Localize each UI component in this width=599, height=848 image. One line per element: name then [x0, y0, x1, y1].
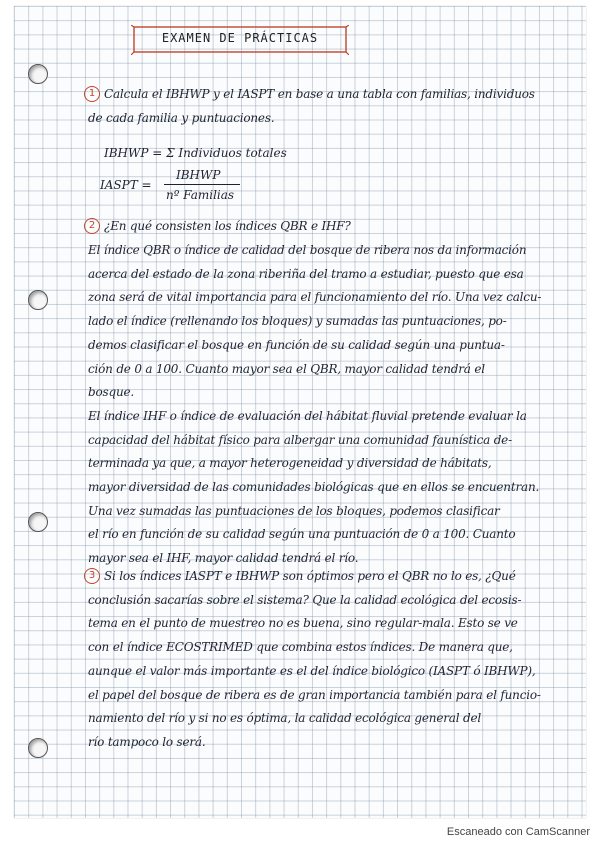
q2-answer-line-2: acerca del estado de la zona riberiña del tramo a estudiar, puesto que esa: [88, 266, 524, 281]
q2-answer-line-11: mayor diversidad de las comunidades biológicas que en ellos se encuentran.: [88, 480, 540, 494]
q3-line-4: con el índice ECOSTRIMED que combina estos índices. De manera que,: [88, 640, 513, 655]
punch-hole-3: [28, 512, 48, 532]
q2-answer-line-1: El índice QBR o índice de calidad del bosque de ribera nos da información: [88, 243, 527, 257]
q3-line-6: el papel del bosque de ribera es de gran importancia también para el funcio-: [88, 687, 541, 702]
q2-answer-line-4: lado el índice (rellenando los bloques) y sumadas las puntuaciones, po-: [88, 314, 507, 329]
scanner-watermark: Escaneado con CamScanner: [446, 826, 590, 838]
q3-line-3: tema en el punto de muestreo no es buena, sino regular-mala. Esto se ve: [88, 616, 518, 631]
q2-answer-line-9: capacidad del hábitat físico para albergar una comunidad faunística de-: [88, 432, 512, 447]
q2-answer-line-3: zona será de vital importancia para el funcionamiento del río. Una vez calcu-: [88, 290, 542, 305]
formula-iaspt-lhs: IASPT =: [100, 178, 152, 192]
q2-answer-line-12: Una vez sumadas las puntuaciones de los bloques, podemos clasificar: [88, 503, 500, 518]
formula-ibhwp: IBHWP = Σ Individuos totales: [104, 146, 287, 160]
q3-line-1: Si los índices IASPT e IBHWP son óptimos pero el QBR no lo es, ¿Qué: [104, 569, 516, 583]
q2-answer-line-6: ción de 0 a 100. Cuanto mayor sea el QBR, mayor calidad tendrá el: [88, 361, 485, 376]
q2-question: ¿En qué consisten los índices QBR e IHF?: [104, 219, 351, 233]
q2-answer-line-8: El índice IHF o índice de evaluación del hábitat fluvial pretende evaluar la: [88, 408, 527, 423]
q3-line-2: conclusión sacarías sobre el sistema? Que la calidad ecológica del ecosis-: [88, 592, 522, 607]
q2-answer-line-14: mayor sea el IHF, mayor calidad tendrá el río.: [88, 551, 359, 566]
page-title: EXAMEN DE PRÁCTICAS: [161, 31, 319, 45]
q2-answer-line-5: demos clasificar el bosque en función de su calidad según una puntua-: [88, 337, 505, 352]
formula-iaspt-denominator: nº Familias: [166, 188, 235, 202]
q3-line-7: namiento del río y si no es óptima, la calidad ecológica general del: [88, 711, 481, 726]
q3-line-5: aunque el valor más importante es el del índice biológico (IASPT ó IBHWP),: [88, 663, 536, 678]
punch-hole-2: [28, 290, 48, 310]
formula-iaspt-numerator: IBHWP: [176, 168, 221, 182]
punch-hole-1: [28, 64, 48, 84]
q2-answer-line-13: el río en función de su calidad según una puntuación de 0 a 100. Cuanto: [88, 527, 516, 542]
q2-answer-line-10: terminada ya que, a mayor heterogeneidad y diversidad de hábitats,: [88, 456, 492, 471]
title-banner: [131, 25, 349, 55]
q2-answer-line-7: bosque.: [88, 385, 134, 400]
q3-line-8: río tampoco lo será.: [88, 734, 206, 749]
punch-hole-4: [28, 738, 48, 758]
q1-line-1: Calcula el IBHWP y el IASPT en base a una tabla con familias, individuos: [104, 87, 535, 101]
question-2-number: 2: [84, 218, 100, 234]
formula-fraction-bar: [164, 184, 240, 185]
q1-line-2: de cada familia y puntuaciones.: [88, 111, 275, 125]
question-3-number: 3: [84, 568, 100, 584]
question-1-number: 1: [84, 86, 100, 102]
